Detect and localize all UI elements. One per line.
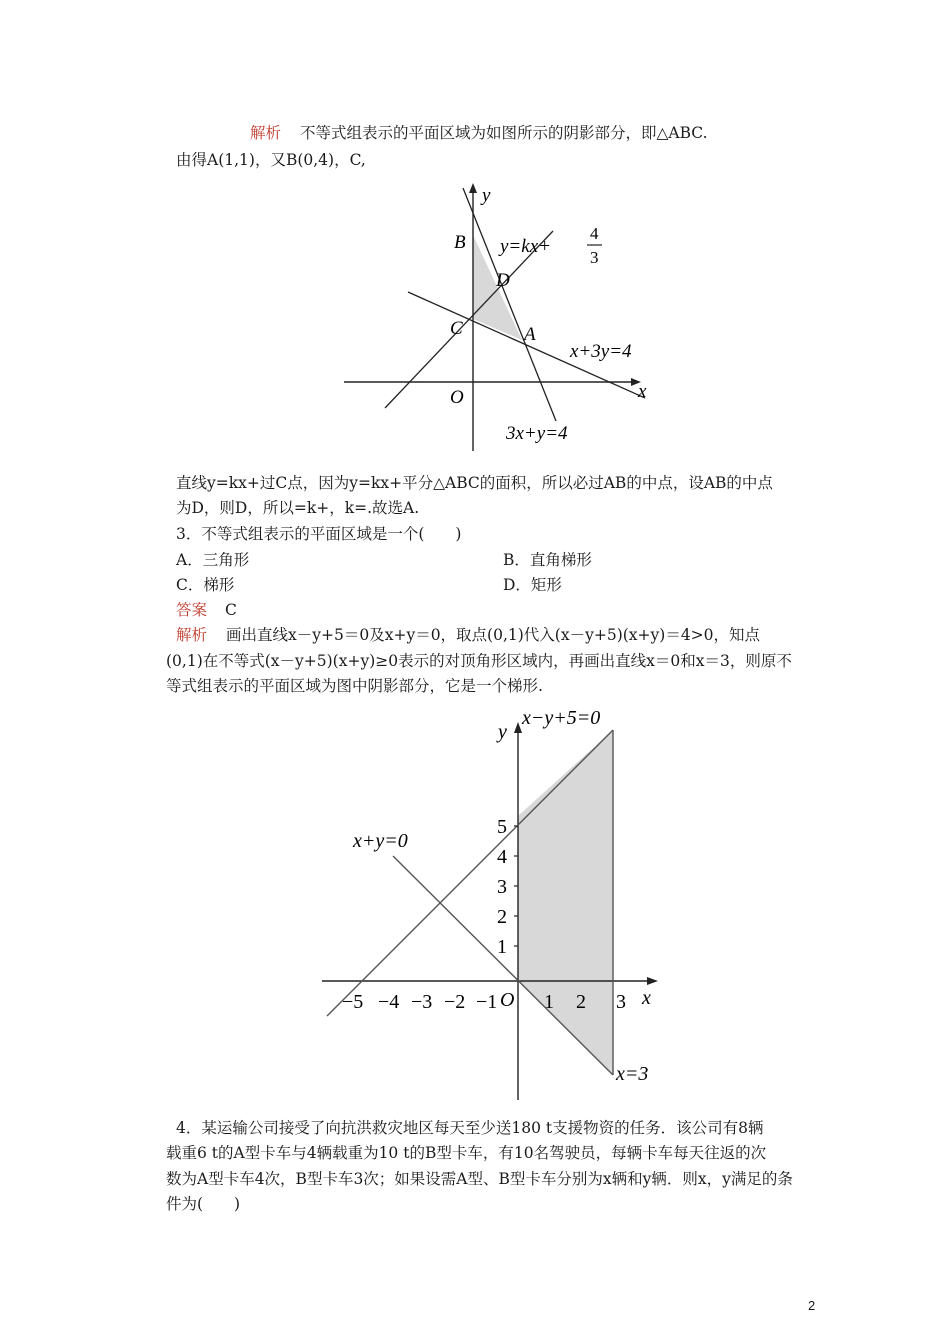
option-d: D．矩形 (503, 576, 562, 594)
figure-trapezoid-region (320, 700, 665, 1105)
analysis-heading: 解析 (176, 626, 208, 644)
x-tick-label: −3 (411, 991, 433, 1013)
equation-x-minus-y-plus-5: x−y+5=0 (522, 707, 601, 729)
page-number: 2 (808, 1298, 816, 1313)
y-tick-label: 4 (497, 846, 507, 868)
analysis-text-line: 直线y=kx+过C点，因为y=kx+平分△ABC的面积，所以必过AB的中点，设AB的中点 (176, 474, 773, 492)
y-tick-label: 1 (497, 936, 507, 958)
x-tick-label: −4 (378, 991, 400, 1013)
analysis-heading: 解析 (250, 124, 282, 142)
y-axis-label: y (498, 721, 507, 743)
x-tick-label: 2 (576, 991, 586, 1013)
analysis-text-line: 等式组表示的平面区域为图中阴影部分，它是一个梯形. (166, 677, 543, 695)
y-axis-arrow (469, 183, 477, 193)
fraction-numerator: 4 (590, 224, 599, 243)
x-tick-label: −1 (476, 991, 498, 1013)
figure-triangle-abc (340, 175, 665, 455)
analysis-text-line: 为D，则D，所以=k+，k=.故选A. (176, 499, 420, 517)
answer-value: C (225, 601, 237, 619)
question-4-line: 数为A型卡车4次，B型卡车3次；如果设需A型、B型卡车分别为x辆和y辆．则x，y满足的条 (166, 1170, 793, 1188)
fraction-denominator: 3 (590, 248, 599, 267)
y-tick-label: 5 (497, 816, 507, 838)
analysis-text-line: 不等式组表示的平面区域为如图所示的阴影部分，即△ABC. (300, 124, 708, 142)
point-b-label: B (454, 232, 466, 253)
x-axis-label: x (642, 987, 651, 1009)
question-4-line: 载重6 t的A型卡车与4辆载重为10 t的B型卡车，有10名驾驶员，每辆卡车每天往返的次 (166, 1144, 767, 1162)
shaded-trapezoid (518, 730, 613, 1075)
x-tick-label: −5 (342, 991, 364, 1013)
x-tick-label: 3 (616, 991, 626, 1013)
point-d-label: D (496, 270, 510, 291)
y-tick-label: 2 (497, 906, 507, 928)
equation-x-plus-y-0: x+y=0 (353, 830, 408, 852)
question-3-stem: 3．不等式组表示的平面区域是一个( ) (176, 525, 462, 543)
option-c: C．梯形 (176, 576, 235, 594)
point-c-label: C (450, 318, 463, 339)
equation-x-3y-4: x+3y=4 (570, 341, 632, 362)
x-axis-arrow (647, 977, 658, 985)
x-axis-label: x (638, 381, 647, 402)
analysis-text-line: 画出直线x－y+5＝0及x+y＝0，取点(0,1)代入(x－y+5)(x+y)＝4>0，知点 (226, 626, 761, 644)
y-axis-arrow (514, 722, 522, 733)
question-4-line: 4．某运输公司接受了向抗洪救灾地区每天至少送180 t支援物资的任务．该公司有8辆 (176, 1119, 764, 1137)
analysis-text-line: (0,1)在不等式(x－y+5)(x+y)≥0表示的对顶角形区域内，再画出直线x＝0和x＝3，则原不 (166, 652, 792, 670)
option-a: A．三角形 (176, 551, 250, 569)
x-tick-label: 1 (544, 991, 554, 1013)
equation-3x-y-4: 3x+y=4 (506, 423, 568, 444)
question-4-line: 件为( ) (166, 1195, 241, 1213)
y-axis-label: y (482, 185, 491, 206)
equation-x-3: x=3 (616, 1063, 649, 1085)
origin-label: O (500, 989, 515, 1011)
equation-y-kx: y=kx+ (500, 236, 551, 257)
analysis-text-line: 由得A(1,1)，又B(0,4)，C, (176, 151, 366, 169)
x-tick-label: −2 (444, 991, 466, 1013)
point-a-label: A (524, 324, 536, 345)
answer-heading: 答案 (176, 601, 208, 619)
option-b: B．直角梯形 (503, 551, 592, 569)
y-tick-label: 3 (497, 876, 507, 898)
origin-label: O (450, 387, 464, 408)
